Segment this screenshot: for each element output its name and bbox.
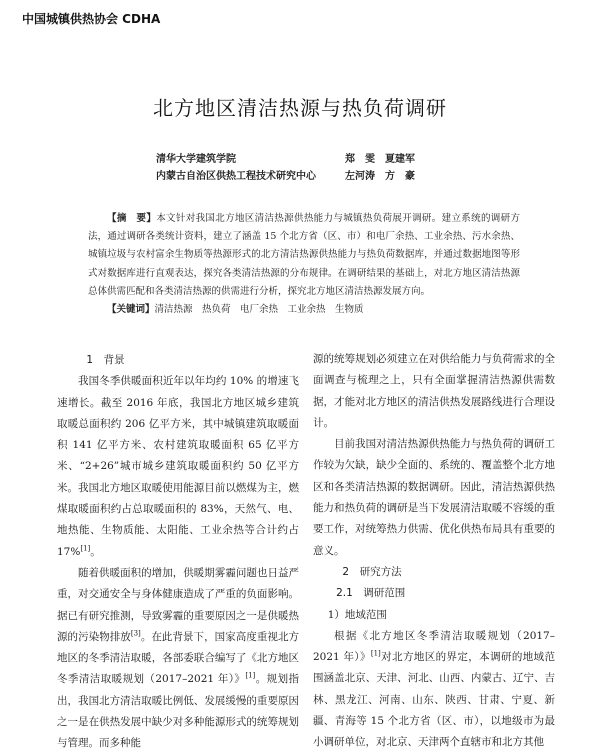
abstract-label: 【摘 要】 <box>107 213 157 224</box>
sub-item-1-heading: 1）地域范围 <box>327 608 387 621</box>
paragraph-background-2 <box>57 563 299 755</box>
paragraph-continued: 源的统筹规划必须建立在对供给能力与负荷需求的全面调查与梳理之上，只有全面掌握清洁热源供需数据，才能对北方地区的清洁供热发展路线进行合理设计。 <box>313 353 555 429</box>
citation-ref: [1] <box>370 649 381 658</box>
paragraph-text: 随着供暖面积的增加，供暖期雾霾问题也日益严重，对交通安全与身体健康造成了严重的负面影响。据已有研究推测，导致雾霾的重要原因之一是供暖热源的污染物排放 <box>57 566 299 643</box>
paragraph-text: 。 <box>90 545 101 558</box>
affiliation-org-1: 清华大学建筑学院 <box>156 154 236 165</box>
paragraph-background-1 <box>57 371 299 563</box>
left-column <box>57 350 299 755</box>
subsection-2-1-heading: 2.1 调研范围 <box>336 587 406 600</box>
citation-ref: [1] <box>80 544 91 553</box>
keywords-text: 清洁热源 热负荷 电厂余热 工业余热 生物质 <box>154 304 364 316</box>
paragraph-text: 。在此背景下，国家高度重视北方地区的冬季清洁取暖，各部委联合编写了《北方地区冬季清洁取暖规划（2017–2021 年）》 <box>57 630 300 686</box>
abstract-paragraph <box>88 210 520 301</box>
paragraph-text: 对北方地区的界定，本调研的地域范围涵盖北京、天津、河北、山西、内蒙古、辽宁、吉林、黑龙江、河南、山东、陕西、甘肃、宁夏、新疆、青海等 15 个北方省（区、市），以地级市为最小调研单位，对北京、天津两个直辖市和北方其他 <box>313 651 556 749</box>
abstract-text: 本文针对我国北方地区清洁热源供热能力与城镇热负荷展开调研。建立系统的调研方法，通过调研各类统计资料，建立了涵盖 15 个北方省（区、市）和电厂余热、工业余热、污水余热、城镇垃圾与农村富余生物质等热源形式的北方清洁热源供热能力与热负荷数据库，并通过数据地图等形式对数据库进行直观表达，探究各类清洁热源的分布规律。在调研结果的基础上，对北方地区清洁热源总体供需匹配和各类清洁热源的供需进行分析，探究北方地区清洁热源发展方向。 <box>88 213 520 297</box>
paragraph-text: 我国冬季供暖面积近年以年均约 10% 的增速飞速增长。截至 2016 年底，我国北方地区城乡建筑取暖总面积约 206 亿平方米，其中城镇建筑取暖面积 141 亿平方米、农村建筑取暖面积 65 亿平方米、“2+26”城市城乡建筑取暖面积约 50 亿平方米。我国北方地区取暖使用能源目前以燃煤为主，燃煤取暖面积约占总取暖面积的 83%，天然气、电、地热能、生物质能、太阳能、工业余热等合计约占 17% <box>57 375 299 558</box>
section1-heading: 1 背景 <box>86 354 125 366</box>
section2-heading: 2 研究方法 <box>342 565 402 578</box>
paragraph-text: 根据《北方地区冬季清洁取暖规划（2017–2021 年）》 <box>313 629 555 664</box>
affiliation-authors-1: 郑 雯 夏建军 <box>345 154 415 165</box>
right-column <box>313 349 555 754</box>
citation-ref: [3] <box>130 629 141 638</box>
abstract-block <box>88 210 520 319</box>
keywords-label: 【关键词】 <box>107 304 155 316</box>
paragraph-text: 。规划指出，我国北方清洁取暖比例低、发展缓慢的重要原因之一是在供热发展中缺少对多种能源形式的统筹规划与管理。而多种能 <box>57 673 300 750</box>
paragraph-research-gap: 目前我国对清洁热源供热能力与热负荷的调研工作较为欠缺，缺少全面的、系统的、覆盖整个北方地区和各类清洁热源的数据调研。因此，清洁热源供热能力和热负荷的调研是当下发展清洁取暖不容缓的重要工作，对统筹热力供需、优化供热布局具有重要的意义。 <box>313 438 555 557</box>
article-title: 北方地区清洁热源与热负荷调研 <box>153 96 447 120</box>
affiliation-org-2: 内蒙古自治区供热工程技术研究中心 <box>156 171 316 182</box>
affiliation-authors-2: 左河涛 方 豪 <box>345 171 415 182</box>
journal-header: 中国城镇供热协会 CDHA <box>22 12 161 26</box>
citation-ref: [1] <box>245 671 256 680</box>
keywords-line <box>88 301 520 319</box>
paragraph-region-scope <box>313 626 555 754</box>
